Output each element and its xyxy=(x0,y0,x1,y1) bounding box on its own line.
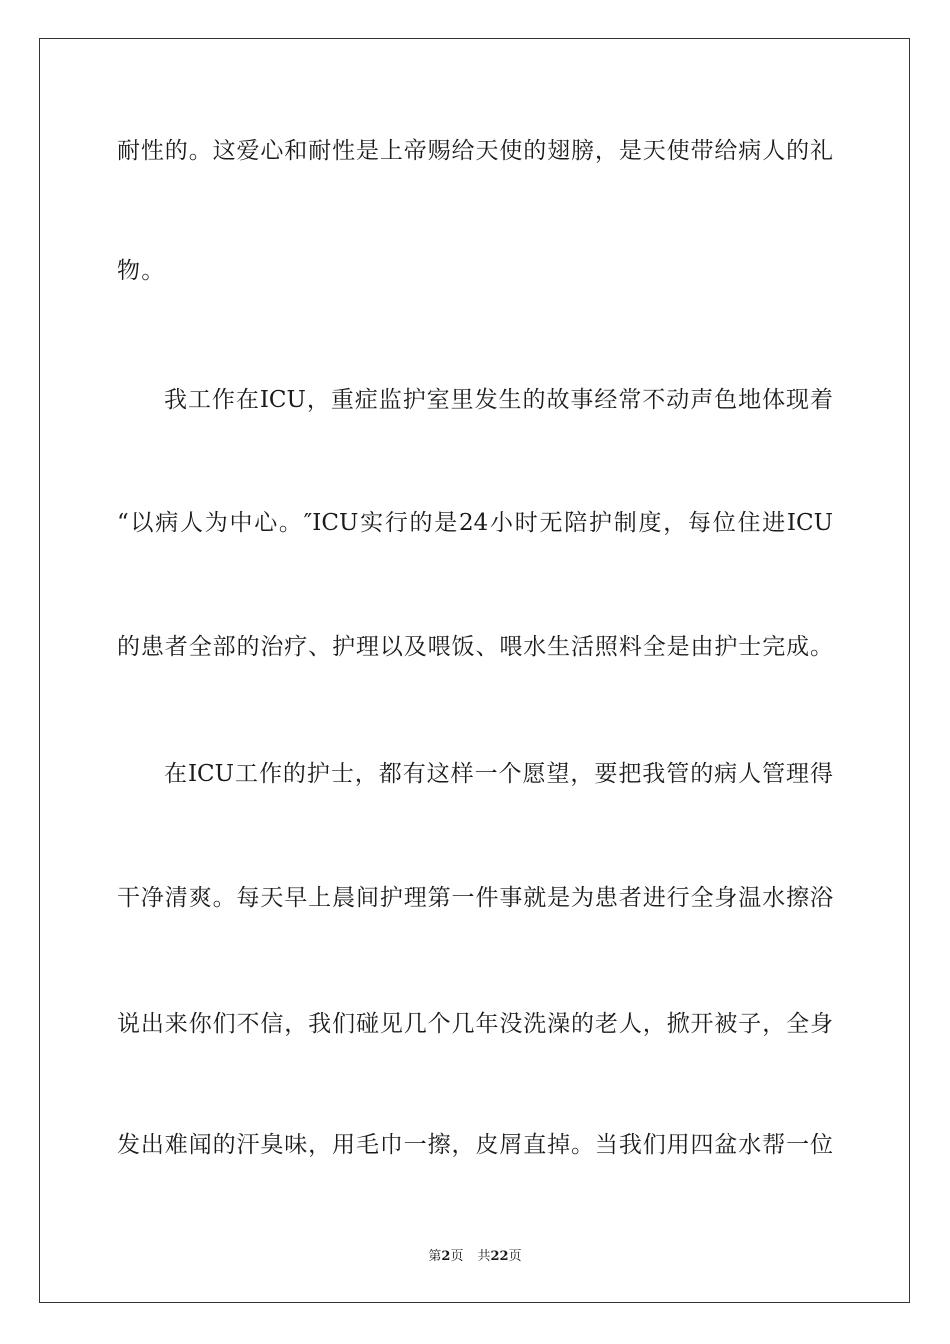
page-suffix: 页 xyxy=(450,1249,464,1264)
text-line-4: “以病人为中心。″ICU实行的是24小时无陪护制度，每位住进ICU xyxy=(117,510,833,536)
text-line-7: 干净清爽。每天早上晨间护理第一件事就是为患者进行全身温水擦浴 xyxy=(117,885,833,911)
total-pages: 22 xyxy=(490,1249,509,1264)
total-prefix: 共 xyxy=(477,1249,491,1264)
text-line-9: 发出难闻的汗臭味，用毛巾一擦，皮屑直掉。当我们用四盆水帮一位 xyxy=(117,1132,833,1158)
page-border xyxy=(39,38,910,1303)
text-line-2: 物。 xyxy=(117,258,166,284)
text-line-6: 在ICU工作的护士，都有这样一个愿望，要把我管的病人管理得 xyxy=(164,761,833,787)
page-number: 2 xyxy=(441,1249,451,1264)
total-suffix: 页 xyxy=(508,1249,522,1264)
page-prefix: 第 xyxy=(428,1249,442,1264)
page-footer xyxy=(0,1248,950,1266)
text-line-8: 说出来你们不信，我们碰见几个几年没洗澡的老人，掀开被子，全身 xyxy=(117,1011,833,1037)
text-line-1: 耐性的。这爱心和耐性是上帝赐给天使的翅膀，是天使带给病人的礼 xyxy=(117,138,833,164)
text-line-5: 的患者全部的治疗、护理以及喂饭、喂水生活照料全是由护士完成。 xyxy=(117,634,833,660)
text-line-3: 我工作在ICU，重症监护室里发生的故事经常不动声色地体现着 xyxy=(164,387,833,413)
